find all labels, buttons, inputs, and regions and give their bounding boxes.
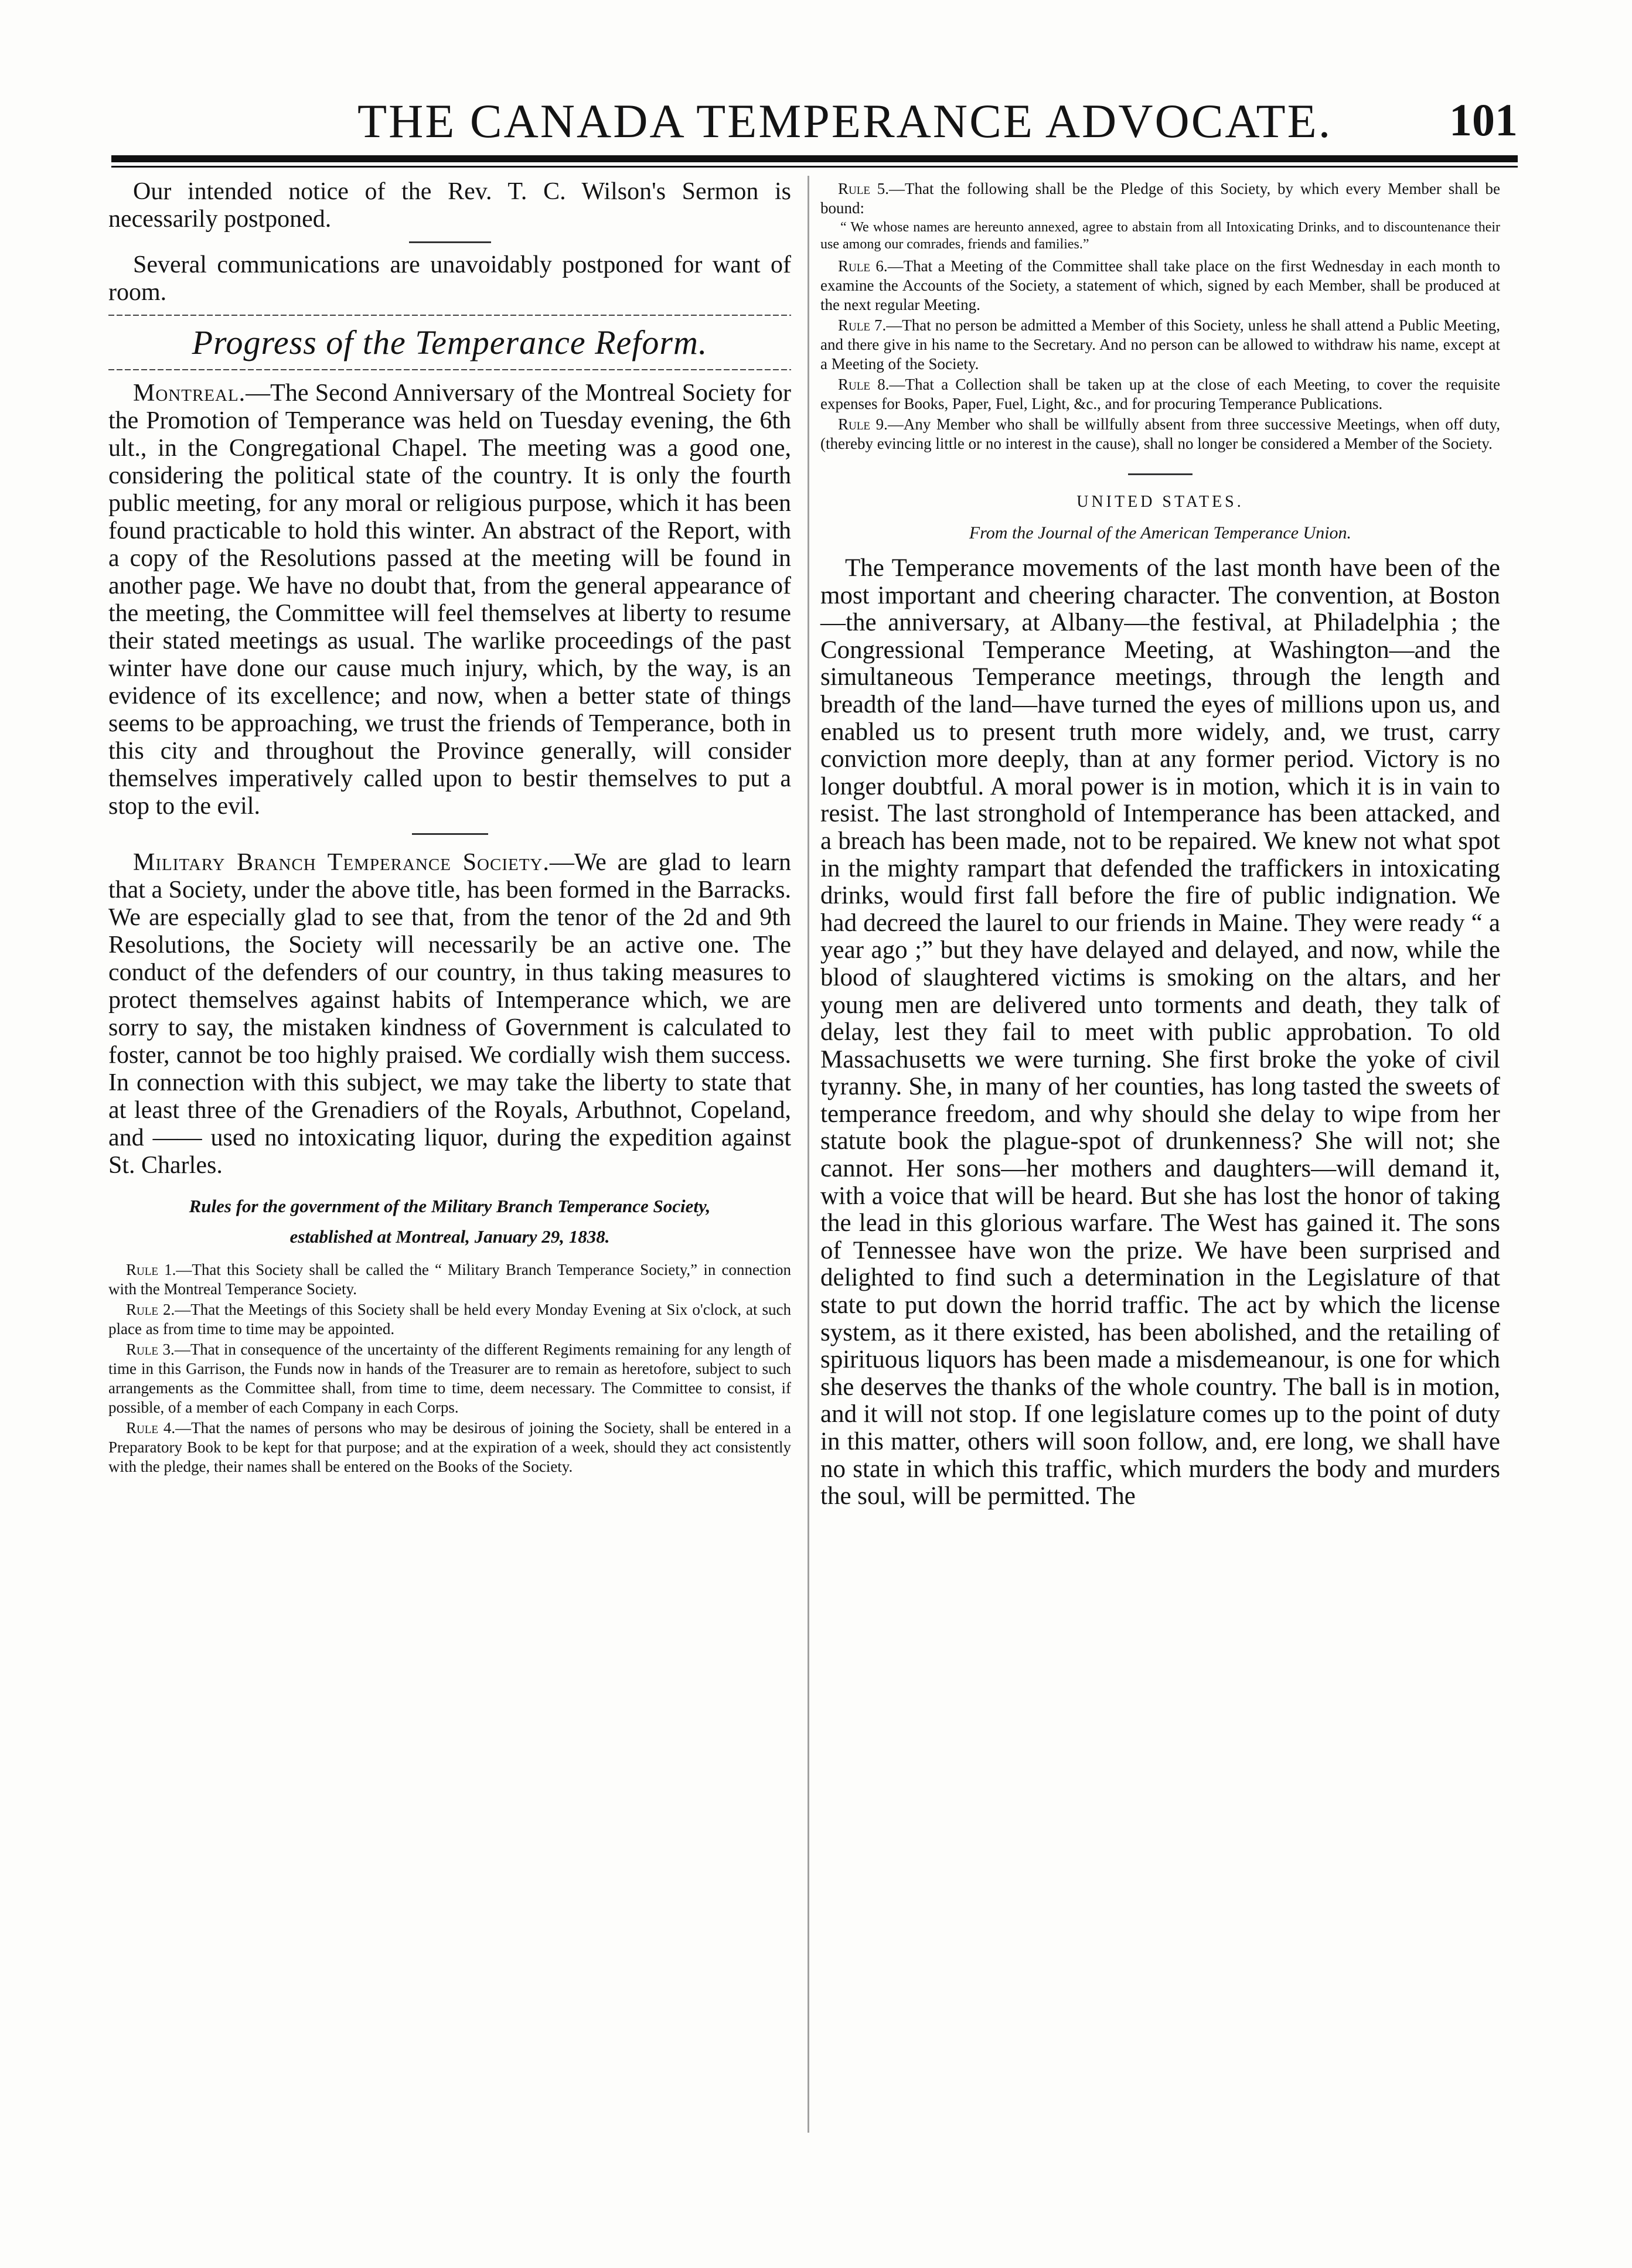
article-lead: Montreal. — [133, 380, 246, 407]
article-body: —The Second Anniversary of the Montreal Society for the Promotion of Temperance was held on Tuesday evening, the 6th ult., in the Congregational Chapel. The meeting was a good one, considering the political state of the country. It is only the fourth public meeting, for any moral or religious purpose, which it has been found practicable to hold this winter. An abstract of the Report, with a copy of the Resolutions passed at the meeting will be found in another page. We have no doubt that, from the general appearance of the meeting, the Committee will feel themselves at liberty to resume their stated meetings as usual. The warlike proceedings of the past winter have done our cause much injury, which, by the way, is an evidence of its excellence; and now, when a better state of things seems to be approaching, we trust the friends of Temperance, both in this city and throughout the Province generally, will consider themselves imperatively called upon to bestir themselves to put a stop to the evil. — [108, 380, 791, 820]
right-column — [820, 176, 1500, 1510]
rule-label: Rule 9. — [838, 415, 888, 433]
rule-text: —That no person be admitted a Member of this Society, unless he shall attend a Public Meeting, and there give in his name to the Secretary. And no person can be allowed to withdraw his name, except at a Meeting of the Society. — [820, 316, 1500, 373]
article-body: —We are glad to learn that a Society, under the above title, has been formed in the Barracks. We are especially glad to see that, from the tenor of the 2d and 9th Resolutions, the Society will necessarily be an active one. The conduct of the defenders of our country, in thus taking measures to protect themselves against habits of Intemperance which, we are sorry to say, the mistaken kindness of Government is calculated to foster, cannot be too highly praised. We cordially wish them success. In connection with this subject, we may take the liberty to state that at least three of the Grenadiers of the Royals, Arbuthnot, Copeland, and —— used no intoxicating liquor, during the expedition against St. Charles. — [108, 849, 792, 1179]
column-divider — [808, 176, 809, 2133]
pledge-text: “ We whose names are hereunto annexed, agree to abstain from all Intoxicating Drinks, and to discountenance their use among our comrades, friends and families.” — [820, 220, 1500, 252]
rule-text: —That the following shall be the Pledge of this Society, by which every Member shall be bound: — [820, 180, 1500, 217]
page-number: 101 — [1449, 94, 1518, 145]
rule-item — [820, 257, 1500, 315]
section-subheading: From the Journal of the American Temperance Union. — [969, 523, 1352, 543]
rule-item — [820, 179, 1500, 218]
rule-label: Rule 5. — [838, 180, 890, 197]
rule-text: —Any Member who shall be willfully absent from three successive Meetings, when off duty, (thereby evincing little or no interest in the cause), shall no longer be considered a Member of the Society. — [820, 415, 1500, 452]
article-united-states: The Temperance movements of the last month have been of the most important and cheering character. The convention, at Boston—the anniversary, at Albany—the festival, at Philadelphia ; the Congressional Temperance Meeting, at Washington—and the simultaneous Temperance meetings, through the length and breadth of the land—have turned the eyes of millions upon us, and enabled us to present truth more widely, and, we trust, carry conviction more deeply, than at any former period. Victory is no longer doubtful. A moral power is in motion, which it is in vain to resist. The last stronghold of Intemperance has been attacked, and a breach has been made, not to be repaired. We knew not what spot in the mighty rampart that defended the traffickers in intoxicating drinks, would first fall before the fire of public indignation. We had decreed the laurel to our friends in Maine. They were ready “ a year ago ;” but they have delayed and delayed, and now, while the blood of slaughtered victims is smoking on the altars, and her young men are delivered unto torments and death, they talk of delay, lest they fail to meet with public approbation. To old Massachusetts we were turning. She first broke the yoke of civil tyranny. She, in many of her counties, has long tasted the sweets of temperance freedom, and why should she delay to wipe from her statute book the plague-spot of drunkenness? She will not; she cannot. Her sons—her mothers and daughters—will demand it, with a voice that will be heard. But she has lost the honor of taking the lead in this glorious warfare. The West has gained it. The sons of Tennessee have won the prize. We have been surprised and delighted to find such a determination in the Legislature of that state to put down the horrid traffic. The act by which the license system, as it there existed, has been abolished, and the retailing of spirituous liquors has been made a misdemeanour, is one for which she deserves the thanks of the whole country. The ball is in motion, and it will not stop. If one legislature comes up to the point of duty in this matter, others will soon follow, and, ere long, we shall have no state in which this traffic, which murders the body and murders the soul, will be permitted. The — [820, 554, 1500, 1510]
rule-item — [820, 415, 1500, 453]
rule-text: —That the Meetings of this Society shall be held every Monday Evening at Six o'clock, at such place as from time to time may be appointed. — [108, 1301, 791, 1338]
notice-communications: Several communications are unavoidably postponed for want of room. — [108, 251, 791, 306]
notice-wilson-sermon: Our intended notice of the Rev. T. C. Wilson's Sermon is necessarily postponed. — [108, 178, 791, 233]
rule-text: —That a Collection shall be taken up at the close of each Meeting, to cover the requisite expenses for Books, Paper, Fuel, Light, &c., and for procuring Temperance Publications. — [820, 376, 1500, 412]
rule-item — [108, 1300, 791, 1339]
rule-text: —That the names of persons who may be desirous of joining the Society, shall be entered in a Preparatory Book to be kept for that purpose; and at the expiration of a week, should they act consistently with the pledge, their names shall be entered on the Books of the Society. — [108, 1419, 791, 1475]
article-lead: Military Branch Temperance Society. — [133, 849, 550, 876]
rule-label: Rule 2. — [126, 1301, 175, 1318]
masthead — [111, 94, 1518, 146]
divider — [108, 369, 791, 370]
rules-heading-line: established at Montreal, January 29, 1838. — [289, 1226, 610, 1247]
rule-text: —That this Society shall be called the “ Military Branch Temperance Society,” in connection with the Montreal Temperance Society. — [108, 1261, 791, 1298]
rules-heading — [108, 1191, 791, 1252]
masthead-rule-thin — [111, 166, 1518, 168]
article-montreal — [108, 380, 791, 820]
rule-item — [108, 1340, 791, 1417]
rule-text: —That a Meeting of the Committee shall take place on the first Wednesday in each month to examine the Accounts of the Society, a statement of which, signed by each Member, shall be produced at the next regular Meeting. — [820, 257, 1500, 313]
rule-item — [820, 316, 1500, 374]
rule-item — [108, 1260, 791, 1299]
rule-label: Rule 6. — [838, 257, 888, 275]
rule-item — [108, 1418, 791, 1476]
rule-item — [820, 375, 1500, 414]
publication-title: THE CANADA TEMPERANCE ADVOCATE. — [357, 94, 1333, 148]
divider — [1128, 473, 1193, 475]
section-title: Progress of the Temperance Reform. — [192, 323, 708, 361]
left-column — [108, 176, 791, 1478]
rule-label: Rule 8. — [838, 376, 890, 393]
divider — [108, 315, 791, 316]
rule-label: Rule 4. — [126, 1419, 176, 1437]
rules-heading-line: Rules for the government of the Military Branch Temperance Society, — [189, 1196, 711, 1216]
divider — [412, 833, 488, 835]
section-heading: UNITED STATES. — [1076, 493, 1244, 511]
masthead-rule-thick — [111, 155, 1518, 162]
divider — [409, 241, 491, 243]
rule-text: —That in consequence of the uncertainty of the different Regiments remaining for any length of time in this Garrison, the Funds now in hands of the Treasurer are to remain as heretofore, subject to such arrangements as the Committee shall, from time to time, deem necessary. The Committee to consist, if possible, of a member of each Company in each Corps. — [108, 1341, 791, 1416]
rule-label: Rule 3. — [126, 1341, 175, 1358]
rule-label: Rule 1. — [126, 1261, 176, 1278]
article-military-branch — [108, 849, 791, 1179]
rule-label: Rule 7. — [838, 316, 887, 334]
